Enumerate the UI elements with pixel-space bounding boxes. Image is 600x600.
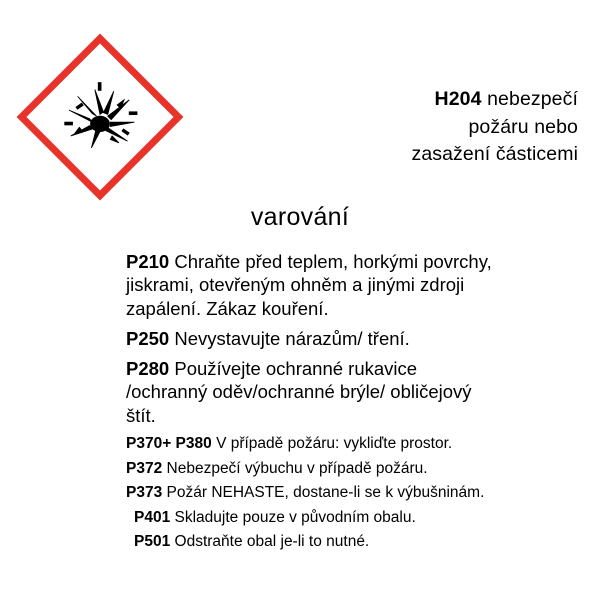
statement-text: V případě požáru: vykliďte prostor. [216, 435, 453, 453]
pictogram-container [0, 58, 190, 176]
statement-text: Požár NEHASTE, dostane-li se k výbušninám. [166, 484, 485, 502]
statement-code: P370+ P380 [126, 435, 212, 453]
hazard-statement-code: H204 [434, 88, 482, 110]
precautionary-statement-p401 [126, 508, 494, 528]
signal-word: varování [250, 203, 350, 231]
statement-text: Odstraňte obal je-li to nutné. [174, 533, 370, 551]
statement-code: P501 [134, 533, 171, 551]
statement-code: P210 [126, 251, 170, 272]
statement-code: P372 [126, 459, 163, 477]
precautionary-statement-p210 [126, 250, 494, 320]
statement-text: Nebezpečí výbuchu v případě požáru. [166, 459, 428, 477]
pictogram-symbol [48, 65, 152, 169]
statement-code: P401 [134, 508, 171, 526]
statement-text: Nevystavujte nárazům/ tření. [174, 327, 410, 349]
statement-code: P280 [126, 358, 170, 380]
precautionary-statement-p370-p380 [126, 434, 494, 454]
statement-text: Chraňte před teplem, horkými povrchy, jiskrami, otevřeným ohněm a jinými zdroji zapálení. Zákaz kouření. [126, 251, 492, 319]
hazard-statement-line-3: zasažení částicemi [411, 143, 578, 166]
hazard-statement-line-2: požáru nebo [468, 115, 578, 138]
statement-text: Skladujte pouze v původním obalu. [174, 508, 416, 526]
precautionary-statement-p501 [126, 532, 494, 552]
precautionary-statement-p250 [126, 327, 494, 350]
hazard-statement-line-1: nebezpečí [487, 88, 578, 110]
statement-code: P250 [126, 327, 170, 349]
statement-code: P373 [126, 484, 163, 502]
pictogram-and-hazard-row [0, 58, 600, 176]
precautionary-statement-p372 [126, 459, 494, 479]
statement-text: Používejte ochranné rukavice /ochranný oděv/ochranné brýle/ obličejový štít. [126, 358, 472, 426]
ghs-exploding-bomb-icon [17, 34, 184, 201]
precautionary-statements-list [126, 250, 494, 555]
precautionary-statement-p280 [126, 357, 494, 427]
precautionary-statement-p373 [126, 483, 494, 503]
hazard-statement [190, 58, 600, 169]
